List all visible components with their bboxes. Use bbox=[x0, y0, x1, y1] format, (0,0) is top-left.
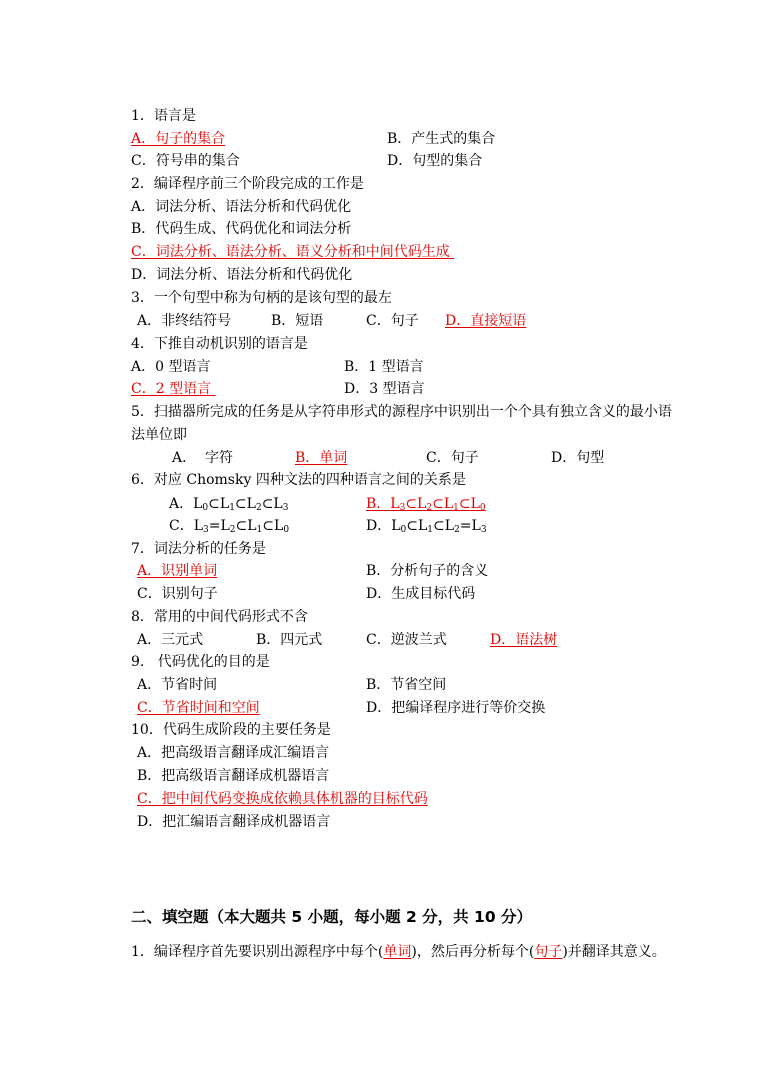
q7-option-b: B．分析句子的含义 bbox=[366, 563, 489, 579]
q4-option-c: C．2 型语言 bbox=[131, 381, 216, 397]
q4-option-b: B．1 型语言 bbox=[344, 359, 424, 375]
q1-option-b: B．产生式的集合 bbox=[387, 131, 496, 147]
q6-option-a: A．$L_0\subset L_1\subset L_2\subset L_3$ bbox=[169, 496, 289, 513]
q9-stem: 9. 代码优化的目的是 bbox=[131, 654, 270, 670]
q1-stem: 1．语言是 bbox=[131, 108, 196, 124]
q3-option-b: B．短语 bbox=[271, 313, 324, 329]
q7-option-c: C．识别句子 bbox=[137, 586, 218, 602]
q5-option-c: C．句子 bbox=[426, 450, 479, 466]
fill1-answer-2: 句子 bbox=[534, 944, 563, 960]
q8-option-d: D．语法树 bbox=[490, 632, 558, 648]
q3-option-d: D．直接短语 bbox=[445, 313, 527, 329]
q5-option-a: A． 字符 bbox=[172, 450, 234, 466]
q10-option-b: B．把高级语言翻译成机器语言 bbox=[137, 768, 330, 784]
q1-option-d: D．句型的集合 bbox=[387, 153, 483, 169]
q2-option-c: C．词法分析、语法分析、语义分析和中间代码生成 bbox=[131, 244, 455, 260]
fill-question-1: 1．编译程序首先要识别出源程序中每个(单词)，然后再分析每个(句子)并翻译其意义。 bbox=[131, 944, 666, 960]
fill1-answer-1: 单词 bbox=[383, 944, 412, 960]
q6-stem: 6．对应 Chomsky 四种文法的四种语言之间的关系是 bbox=[131, 472, 466, 488]
q7-stem: 7．词法分析的任务是 bbox=[131, 541, 266, 557]
q5-stem-line2: 法单位即 bbox=[131, 427, 187, 443]
q10-option-a: A．把高级语言翻译成汇编语言 bbox=[137, 745, 330, 761]
section-title: 二、填空题（本大题共 5 小题，每小题 2 分，共 10 分） bbox=[131, 908, 533, 926]
q4-stem: 4．下推自动机识别的语言是 bbox=[131, 336, 308, 352]
q9-option-a: A．节省时间 bbox=[137, 677, 218, 693]
q8-option-a: A．三元式 bbox=[137, 632, 204, 648]
q1-option-a: A．句子的集合 bbox=[131, 131, 226, 147]
q10-option-c: C．把中间代码变换成依赖具体机器的目标代码 bbox=[137, 791, 428, 807]
q6-option-d: D．$L_0\subset L_1\subset L_2=L_3$ bbox=[366, 518, 487, 535]
q3-option-c: C．句子 bbox=[366, 313, 419, 329]
q8-option-b: B．四元式 bbox=[256, 632, 323, 648]
q5-stem-line1: 5．扫描器所完成的任务是从字符串形式的源程序中识别出一个个具有独立含义的最小语 bbox=[131, 404, 672, 420]
q1-option-c: C．符号串的集合 bbox=[131, 153, 240, 169]
q9-option-b: B．节省空间 bbox=[366, 677, 447, 693]
q6-option-c: C．$L_3=L_2\subset L_1\subset L_0$ bbox=[169, 518, 290, 535]
q7-option-a: A．识别单词 bbox=[137, 563, 218, 579]
q2-option-a: A．词法分析、语法分析和代码优化 bbox=[131, 199, 352, 215]
q7-option-d: D．生成目标代码 bbox=[366, 586, 476, 602]
q3-option-a: A．非终结符号 bbox=[137, 313, 232, 329]
q10-option-d: D．把汇编语言翻译成机器语言 bbox=[137, 814, 331, 830]
q2-option-d: D．词法分析、语法分析和代码优化 bbox=[131, 267, 353, 283]
q4-option-d: D．3 型语言 bbox=[344, 381, 425, 397]
q5-option-b: B．单词 bbox=[295, 450, 348, 466]
q9-option-d: D．把编译程序进行等价交换 bbox=[366, 700, 546, 716]
q5-option-d: D．句型 bbox=[551, 450, 605, 466]
q8-stem: 8．常用的中间代码形式不含 bbox=[131, 609, 308, 625]
q2-option-b: B．代码生成、代码优化和词法分析 bbox=[131, 221, 352, 237]
q6-option-b: B．$L_3\subset L_2\subset L_1\subset L_0$ bbox=[366, 496, 486, 513]
q2-stem: 2．编译程序前三个阶段完成的工作是 bbox=[131, 176, 364, 192]
q10-stem: 10．代码生成阶段的主要任务是 bbox=[131, 722, 331, 738]
q4-option-a: A．0 型语言 bbox=[131, 359, 211, 375]
q3-stem: 3．一个句型中称为句柄的是该句型的最左 bbox=[131, 290, 392, 306]
q8-option-c: C．逆波兰式 bbox=[366, 632, 447, 648]
q9-option-c: C．节省时间和空间 bbox=[137, 700, 260, 716]
